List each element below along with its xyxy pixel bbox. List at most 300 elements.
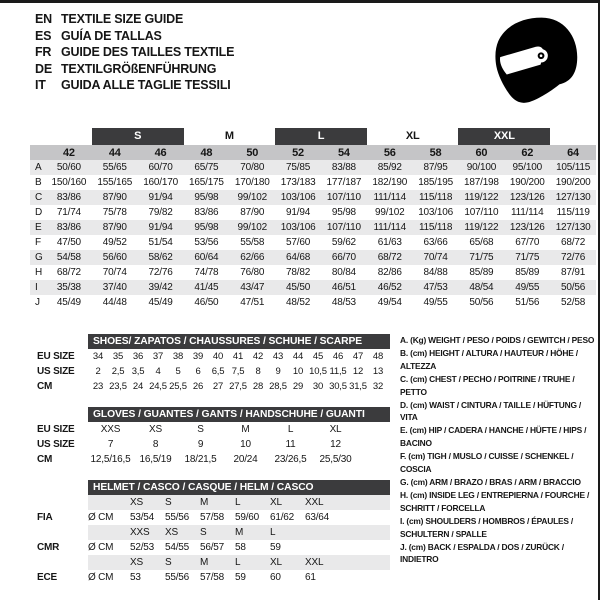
measure-letter: D: [35, 207, 43, 218]
shoes-title-spacer: [30, 334, 88, 349]
legend-item: I. (cm) SHOULDERS / HOMBROS / ÉPAULES / SCHULTERN / SPALLE: [400, 515, 574, 539]
size-value-cell: 51/54: [148, 237, 173, 248]
size-value-cell: 60/70: [148, 162, 173, 173]
size-table-body: [30, 160, 596, 310]
gloves-row-label: CM: [30, 452, 88, 467]
size-value-cell: 43/47: [240, 282, 265, 293]
gloves-value-cell: 12: [330, 439, 341, 450]
size-table-row: [30, 295, 596, 310]
size-value-cell: 45/49: [56, 297, 81, 308]
size-value-cell: 185/195: [418, 177, 453, 188]
size-value-cell: 115/118: [418, 192, 453, 203]
helmet-size-cell: XXS: [130, 527, 150, 538]
shoes-value-cell: 24,5: [149, 381, 167, 392]
shoes-value-cell: 3,5: [131, 366, 145, 377]
size-value-cell: 187/198: [464, 177, 499, 188]
size-value-cell: 87/90: [102, 192, 127, 203]
size-value-cell: 99/102: [237, 192, 267, 203]
helmet-value-cell: 57/58: [200, 572, 225, 583]
size-value-cell: 91/94: [286, 207, 311, 218]
shoes-value-cell: 39: [192, 351, 204, 362]
helmet-values-row: [30, 540, 390, 555]
helmet-standard-label: FIA: [30, 510, 88, 525]
size-value-cell: 95/100: [512, 162, 542, 173]
helmet-size-cell: XL: [270, 557, 282, 568]
language-title-row: [35, 44, 234, 61]
helmet-standard-label: ECE: [30, 570, 88, 585]
size-value-cell: 49/55: [423, 297, 448, 308]
gloves-value-cell: 16,5/19: [139, 454, 172, 465]
legend-item: A. (Kg) WEIGHT / PESO / POIDS / GEWITCH / PESO: [400, 335, 595, 345]
legend-item: D. (cm) WAIST / CINTURA / TAILLE / HÜFTUNG / VITA: [400, 399, 582, 423]
shoes-value-cell: 31,5: [349, 381, 367, 392]
size-value-cell: 99/102: [375, 207, 405, 218]
language-title-row: [35, 61, 234, 78]
shoes-value-cell: 38: [172, 351, 184, 362]
size-number-header: 58: [429, 146, 442, 159]
size-value-cell: 47/51: [240, 297, 265, 308]
helmet-title-spacer: [30, 480, 88, 495]
size-value-cell: 68/72: [56, 267, 81, 278]
shoes-value-cell: 10,5: [309, 366, 327, 377]
size-group-xl: XL: [405, 130, 420, 142]
size-table-row: [30, 205, 596, 220]
size-value-cell: 76/80: [240, 267, 265, 278]
gloves-row: [30, 437, 390, 452]
language-code: DE: [35, 61, 52, 76]
shoes-value-cell: 2: [95, 366, 101, 377]
size-value-cell: 123/126: [509, 222, 545, 233]
legend-item: J. (cm) BACK / ESPALDA / DOS / ZURÜCK / INDIETRO: [400, 541, 564, 565]
legend-item: E. (cm) HIP / CADERA / HANCHE / HÜFTE / HIPS / BACINO: [400, 425, 587, 449]
helmet-size-cell: L: [270, 527, 276, 538]
helmet-sizes-row: [30, 525, 390, 540]
shoes-row: [30, 349, 390, 364]
size-value-cell: 37/40: [102, 282, 127, 293]
size-value-cell: 182/190: [372, 177, 408, 188]
gloves-title-row: [30, 407, 390, 422]
size-value-cell: 87/95: [423, 162, 448, 173]
size-value-cell: 83/86: [56, 192, 81, 203]
size-value-cell: 85/92: [377, 162, 402, 173]
shoes-value-cell: 23,5: [109, 381, 127, 392]
language-title-text: GUIDE DES TAILLES TEXTILE: [61, 45, 235, 60]
helmet-size-cell: M: [200, 557, 209, 568]
size-value-cell: 107/110: [326, 222, 361, 233]
measure-letter: J: [35, 297, 40, 308]
size-group-row: [30, 128, 596, 145]
size-value-cell: 47/50: [56, 237, 81, 248]
language-title-text: TEXTILGRÖßENFÜHRUNG: [61, 61, 217, 76]
size-value-cell: 83/86: [56, 222, 81, 233]
shoes-value-cell: 30: [312, 381, 324, 392]
size-value-cell: 107/110: [326, 192, 361, 203]
helmet-value-cell: 61/62: [270, 512, 295, 523]
size-value-cell: 67/70: [515, 237, 540, 248]
shoes-value-cell: 6: [195, 366, 201, 377]
size-value-cell: 46/51: [331, 282, 356, 293]
size-value-cell: 75/85: [286, 162, 311, 173]
size-value-cell: 58/62: [148, 252, 173, 263]
language-code: EN: [35, 12, 52, 26]
gloves-title-spacer: [30, 407, 88, 422]
helmet-size-cell: XL: [270, 497, 282, 508]
language-title-text: TEXTILE SIZE GUIDE: [61, 12, 184, 26]
shoes-value-cell: 28: [252, 381, 264, 392]
size-value-cell: 190/200: [555, 177, 591, 188]
helmet-value-cell: 55/56: [165, 512, 190, 523]
size-value-cell: 87/90: [102, 222, 127, 233]
helmet-value-cell: 55/56: [165, 572, 190, 583]
size-number-header: 46: [154, 146, 167, 159]
shoes-row-label: CM: [30, 379, 88, 394]
size-value-cell: 95/98: [194, 222, 219, 233]
size-value-cell: 64/68: [286, 252, 311, 263]
language-code: IT: [35, 78, 46, 93]
shoes-value-cell: 5: [175, 366, 181, 377]
size-value-cell: 119/122: [464, 192, 499, 203]
helmet-value-cell: 56/57: [200, 542, 225, 553]
size-value-cell: 160/170: [143, 177, 178, 188]
size-value-cell: 83/88: [331, 162, 356, 173]
size-value-cell: 49/52: [102, 237, 127, 248]
size-table-row: [30, 250, 596, 265]
legend-item: F. (cm) TIGH / MUSLO / CUISSE / SCHENKEL / COSCIA: [400, 451, 574, 475]
gloves-value-cell: L: [287, 424, 294, 435]
size-value-cell: 71/75: [469, 252, 494, 263]
measure-letter: F: [35, 237, 41, 248]
size-value-cell: 127/130: [555, 222, 591, 233]
size-value-cell: 55/65: [102, 162, 127, 173]
size-value-cell: 63/66: [423, 237, 448, 248]
size-number-header: 54: [337, 146, 350, 159]
shoes-value-cell: 8: [255, 366, 261, 377]
size-value-cell: 173/183: [280, 177, 316, 188]
shoes-row: [30, 379, 390, 394]
size-table-row: [30, 265, 596, 280]
size-value-cell: 50/60: [56, 162, 81, 173]
shoes-value-cell: 46: [332, 351, 344, 362]
gloves-value-cell: XL: [329, 424, 342, 435]
size-value-cell: 111/114: [373, 192, 406, 203]
shoes-value-cell: 4: [155, 366, 161, 377]
size-value-cell: 72/76: [561, 252, 586, 263]
gloves-value-cell: M: [241, 424, 250, 435]
size-value-cell: 45/49: [148, 297, 173, 308]
gloves-title-band: GLOVES / GUANTES / GANTS / HANDSCHUHE / GUANTI: [88, 407, 390, 422]
helmet-size-cell: XXL: [305, 557, 324, 568]
helmet-standard-label: CMR: [30, 540, 88, 555]
size-table-row: [30, 280, 596, 295]
size-value-cell: 70/74: [102, 267, 127, 278]
size-value-cell: 46/50: [194, 297, 219, 308]
shoes-value-cell: 29: [292, 381, 304, 392]
shoes-value-cell: 43: [272, 351, 284, 362]
size-value-cell: 48/54: [469, 282, 494, 293]
legend-item: B. (cm) HEIGHT / ALTURA / HAUTEUR / HÖHE / ALTEZZA: [400, 347, 578, 371]
size-value-cell: 55/58: [240, 237, 265, 248]
frame-top-border: [0, 0, 600, 3]
shoes-value-cell: 36: [132, 351, 144, 362]
shoes-value-cell: 27,5: [229, 381, 247, 392]
language-title-row: [35, 77, 234, 94]
size-group-s: S: [92, 128, 184, 145]
size-value-cell: 103/106: [418, 207, 453, 218]
size-value-cell: 78/82: [286, 267, 311, 278]
size-number-header: 52: [292, 146, 304, 159]
shoes-value-cell: 26: [192, 381, 204, 392]
size-value-cell: 95/98: [331, 207, 356, 218]
size-value-cell: 49/54: [377, 297, 402, 308]
helmet-size-cell: XXL: [305, 497, 324, 508]
shoes-value-cell: 2,5: [111, 366, 125, 377]
size-value-cell: 60/64: [194, 252, 219, 263]
size-value-cell: 46/52: [377, 282, 402, 293]
helmet-value-cell: 59: [235, 572, 246, 583]
helmet-table-body: [30, 495, 390, 585]
shoes-value-cell: 10: [292, 366, 304, 377]
measure-letter: C: [35, 192, 43, 203]
size-value-cell: 83/86: [194, 207, 219, 218]
size-number-header: 56: [383, 146, 396, 159]
shoes-value-cell: 32: [372, 381, 384, 392]
size-value-cell: 41/45: [194, 282, 219, 293]
gloves-value-cell: 23/26,5: [274, 454, 307, 465]
helmet-value-cell: 53/54: [130, 512, 155, 523]
gloves-value-cell: 11: [285, 439, 296, 450]
size-value-cell: 155/165: [97, 177, 133, 188]
size-value-cell: 80/84: [331, 267, 356, 278]
gloves-value-cell: S: [197, 424, 204, 435]
measure-letter: I: [35, 282, 38, 293]
size-value-cell: 50/56: [469, 297, 494, 308]
shoes-value-cell: 13: [372, 366, 384, 377]
shoes-value-cell: 11,5: [329, 366, 347, 377]
size-value-cell: 72/76: [148, 267, 173, 278]
size-number-header: 48: [200, 146, 213, 159]
helmet-value-cell: 58: [235, 542, 246, 553]
size-number-header: 62: [521, 146, 534, 159]
size-number-header: 50: [246, 146, 259, 159]
garment-size-table: [30, 128, 596, 310]
helmet-sizes-row: [30, 555, 390, 570]
shoes-value-cell: 37: [152, 351, 164, 362]
size-table-row: [30, 160, 596, 175]
gloves-value-cell: XS: [149, 424, 162, 435]
size-value-cell: 57/60: [286, 237, 311, 248]
helmet-cm-prefix: Ø CM: [88, 542, 114, 553]
gloves-row: [30, 422, 390, 437]
gloves-value-cell: 20/24: [233, 454, 258, 465]
shoes-value-cell: 12: [352, 366, 364, 377]
language-code: ES: [35, 28, 52, 43]
helmet-title-band: HELMET / CASCO / CASQUE / HELM / CASCO: [88, 480, 390, 495]
size-value-cell: 48/52: [286, 297, 311, 308]
language-title-text: GUÍA DE TALLAS: [61, 28, 162, 43]
gloves-table: [30, 407, 390, 467]
helmet-table: [30, 480, 390, 585]
size-value-cell: 65/68: [469, 237, 494, 248]
size-value-cell: 111/114: [510, 207, 544, 218]
shoes-value-cell: 48: [372, 351, 384, 362]
shoes-row-label: US SIZE: [30, 364, 88, 379]
helmet-size-cell: M: [235, 527, 244, 538]
size-number-header: 60: [475, 146, 488, 159]
measurement-legend: [400, 334, 596, 566]
shoes-value-cell: 28,5: [269, 381, 287, 392]
shoes-row: [30, 364, 390, 379]
size-value-cell: 177/187: [326, 177, 362, 188]
helmet-size-cell: S: [200, 527, 207, 538]
size-value-cell: 53/56: [194, 237, 219, 248]
shoes-value-cell: 45: [312, 351, 324, 362]
language-title-list: [35, 11, 234, 94]
language-title-row: [35, 11, 234, 28]
language-code: FR: [35, 45, 52, 60]
size-value-cell: 127/130: [555, 192, 591, 203]
size-value-cell: 111/114: [373, 222, 406, 233]
size-value-cell: 79/82: [148, 207, 173, 218]
shoes-value-cell: 42: [252, 351, 264, 362]
size-value-cell: 75/78: [102, 207, 127, 218]
helmet-cm-prefix: Ø CM: [88, 572, 114, 583]
helmet-sizes-row-spacer: [30, 555, 88, 570]
shoes-table: [30, 334, 390, 394]
size-group-l: L: [275, 128, 367, 145]
language-title-row: [35, 28, 234, 45]
helmet-value-cell: 61: [305, 572, 316, 583]
size-value-cell: 47/53: [423, 282, 448, 293]
gloves-table-body: [30, 422, 390, 467]
shoes-value-cell: 47: [352, 351, 364, 362]
measure-letter: E: [35, 222, 42, 233]
shoes-value-cell: 34: [92, 351, 104, 362]
size-value-cell: 70/80: [240, 162, 265, 173]
helmet-size-cell: L: [235, 557, 241, 568]
gloves-value-cell: 10: [240, 439, 251, 450]
helmet-value-cell: 63/64: [305, 512, 330, 523]
size-table-row: [30, 235, 596, 250]
size-group-xxl: XXL: [458, 128, 550, 145]
helmet-sizes-row: [30, 495, 390, 510]
shoes-value-cell: 27: [212, 381, 224, 392]
size-value-cell: 62/66: [240, 252, 265, 263]
size-value-cell: 74/78: [194, 267, 219, 278]
size-value-cell: 51/56: [515, 297, 540, 308]
helmet-value-cell: 60: [270, 572, 281, 583]
size-value-cell: 68/72: [377, 252, 402, 263]
size-value-cell: 35/38: [56, 282, 81, 293]
shoes-value-cell: 30,5: [329, 381, 347, 392]
size-value-cell: 87/90: [240, 207, 265, 218]
size-value-cell: 48/53: [331, 297, 356, 308]
size-value-cell: 95/98: [194, 192, 219, 203]
size-value-cell: 165/175: [189, 177, 224, 188]
shoes-title-band: SHOES/ ZAPATOS / CHAUSSURES / SCHUHE / SCARPE: [88, 334, 390, 349]
size-value-cell: 65/75: [194, 162, 219, 173]
size-group-m: M: [224, 130, 234, 142]
size-value-cell: 99/102: [237, 222, 267, 233]
size-value-cell: 49/55: [515, 282, 540, 293]
shoes-value-cell: 9: [275, 366, 281, 377]
size-value-cell: 68/72: [561, 237, 586, 248]
helmet-value-cell: 59/60: [235, 512, 260, 523]
helmet-value-cell: 54/55: [165, 542, 190, 553]
measure-letter: G: [35, 252, 43, 263]
size-number-header: 44: [108, 146, 121, 159]
size-value-cell: 119/122: [464, 222, 499, 233]
helmet-value-cell: 53: [130, 572, 141, 583]
helmet-size-cell: XS: [165, 527, 178, 538]
gloves-row-label: US SIZE: [30, 437, 88, 452]
size-value-cell: 45/50: [286, 282, 311, 293]
shoes-row-label: EU SIZE: [30, 349, 88, 364]
size-value-cell: 66/70: [331, 252, 356, 263]
helmet-sizes-row-spacer: [30, 495, 88, 510]
helmet-size-cell: S: [165, 497, 172, 508]
size-value-cell: 103/106: [280, 192, 316, 203]
size-value-cell: 39/42: [148, 282, 173, 293]
helmet-size-cell: S: [165, 557, 172, 568]
shoes-value-cell: 23: [92, 381, 104, 392]
gloves-value-cell: 18/21,5: [184, 454, 217, 465]
size-value-cell: 71/75: [515, 252, 540, 263]
helmet-sizes-row-spacer: [30, 525, 88, 540]
shoes-value-cell: 35: [112, 351, 124, 362]
measure-letter: B: [35, 177, 42, 188]
size-value-cell: 61/63: [377, 237, 402, 248]
shoes-value-cell: 6,5: [211, 366, 225, 377]
helmet-title-row: [30, 480, 390, 495]
size-value-cell: 103/106: [280, 222, 316, 233]
size-table-row: [30, 220, 596, 235]
legend-item: G. (cm) ARM / BRAZO / BRAS / ARM / BRACCIO: [400, 476, 581, 487]
shoes-value-cell: 44: [292, 351, 304, 362]
helmet-value-cell: 52/53: [130, 542, 155, 553]
size-value-cell: 59/62: [331, 237, 356, 248]
shoes-title-row: [30, 334, 390, 349]
size-value-cell: 84/88: [423, 267, 448, 278]
gloves-row-label: EU SIZE: [30, 422, 88, 437]
size-number-header: 42: [62, 146, 75, 159]
gloves-value-cell: 8: [152, 439, 159, 450]
size-value-cell: 115/119: [556, 207, 590, 218]
size-value-cell: 71/74: [56, 207, 81, 218]
gloves-value-cell: 7: [107, 439, 114, 450]
size-number-header: 64: [567, 146, 579, 159]
helmet-value-cell: 59: [270, 542, 281, 553]
size-value-cell: 107/110: [464, 207, 499, 218]
helmet-size-cell: XS: [130, 497, 143, 508]
size-value-cell: 123/126: [509, 192, 545, 203]
size-value-cell: 90/100: [466, 162, 497, 173]
shoes-value-cell: 40: [212, 351, 224, 362]
shoes-value-cell: 24: [132, 381, 144, 392]
shoes-value-cell: 25,5: [169, 381, 187, 392]
size-value-cell: 70/74: [423, 252, 448, 263]
helmet-values-row: [30, 570, 390, 585]
size-value-cell: 170/180: [234, 177, 270, 188]
measure-letter: H: [35, 267, 43, 278]
helmet-values-row: [30, 510, 390, 525]
size-value-cell: 87/91: [561, 267, 586, 278]
size-value-cell: 52/58: [561, 297, 586, 308]
size-value-cell: 91/94: [148, 222, 173, 233]
shoes-table-body: [30, 349, 390, 394]
helmet-value-cell: 57/58: [200, 512, 225, 523]
helmet-size-cell: L: [235, 497, 241, 508]
size-value-cell: 50/56: [561, 282, 586, 293]
